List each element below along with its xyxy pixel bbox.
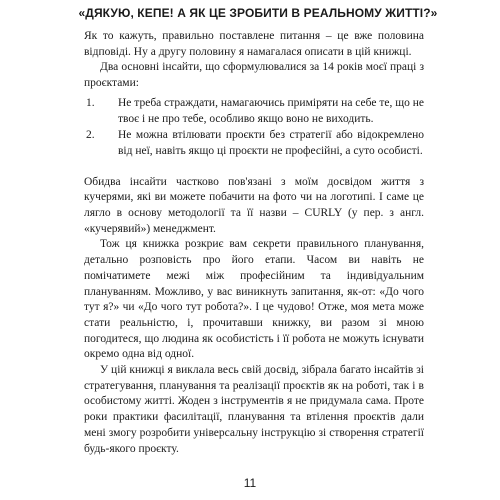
insights-list xyxy=(84,96,424,160)
paragraph-experience: У цій книжці я виклала весь свій досвід, зібрала багато інсайтів зі стратегування, планування та реалізації проєктів як на роботі, так і в особистому житті. Жоден з інструментів я не придумала сама. Проте роки практики фасилітації, планування та втілення проєктів дали мені змогу розробити універсальну інструкцію зі створення стратегії будь-якого проєкту. xyxy=(84,364,424,455)
list-item-text: Не треба страждати, намагаючись приміряти на себе те, що не твоє і не про тебе, особливо якщо воно не виходить. xyxy=(118,96,424,125)
paragraph-intro: Як то кажуть, правильно поставлене питання – це вже половина відповіді. Ну а другу половину я намагалася описати в цій книжці. xyxy=(84,30,424,58)
list-item-text: Не можна втілювати проєкти без стратегії або відокремлено від неї, навіть якщо ці проєкти не професійні, а суто особисті. xyxy=(118,129,424,157)
running-header: «ДЯКУЮ, КЕПЕ! А ЯК ЦЕ ЗРОБИТИ В РЕАЛЬНОМУ ЖИТТІ?» xyxy=(78,6,438,20)
paragraph-insights-lead: Два основні інсайти, що сформулювалися за 14 років моєї праці з проєктами: xyxy=(84,61,424,90)
page-number: 11 xyxy=(243,476,257,490)
list-item xyxy=(84,96,424,127)
list-number: 2. xyxy=(86,129,95,142)
list-item xyxy=(84,128,424,159)
list-number: 1. xyxy=(86,96,95,109)
body-text xyxy=(84,29,424,457)
paragraph-secrets: Тож ця книжка розкриє вам секрети правильного планування, детально розповість про його етапи. Часом ви навіть не помічатимете межі між професійним та індивідуальним плануванням. Можливо, у вас виникнуть запитання, як-от: «До чого тут я?» чи «До чого тут робота?». І це чудово! Отже, моя мета може стати реальністю, і, прочитавши книжку, ви разом зі мною погодитеся, що людина як особистість і її робота не можуть існувати окремо одна від одної. xyxy=(84,238,424,361)
paragraph-curly: Обидва інсайти частково пов'язані з моїм досвідом життя з кучерями, які ви можете побачити на фото чи на логотипі. І саме це лягло в основу методології та її назви – CURLY (у пер. з англ. «кучерявий») менеджмент. xyxy=(84,175,424,235)
